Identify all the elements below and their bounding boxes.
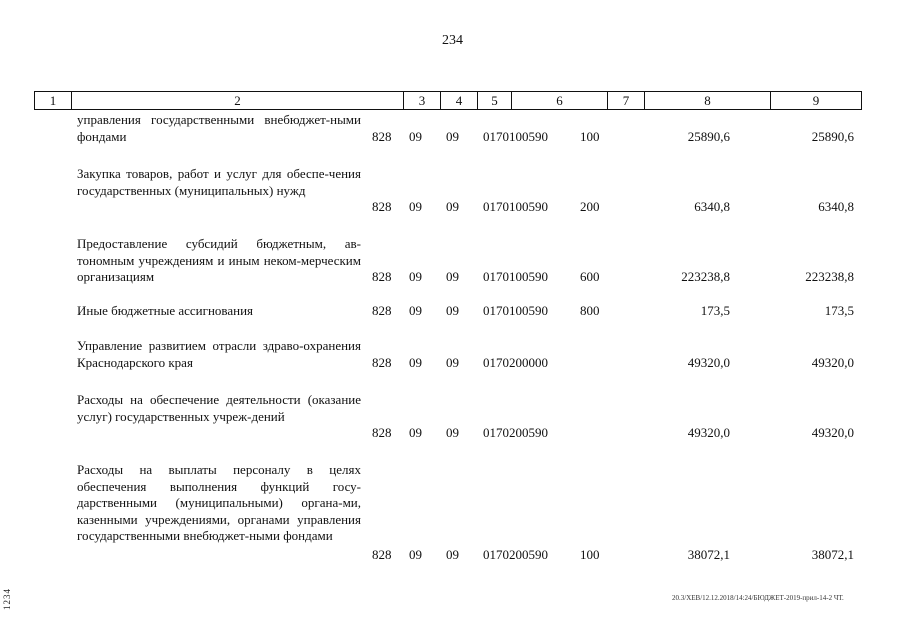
- row-col-5: 09: [446, 269, 459, 284]
- row-col-5: 09: [446, 425, 459, 440]
- header-col-1: 1: [35, 92, 72, 109]
- row-col-4: 09: [409, 129, 422, 144]
- table-header: [34, 91, 862, 110]
- side-mark: 1234: [2, 588, 12, 610]
- row-col-7: 800: [580, 303, 600, 318]
- row-col-5: 09: [446, 547, 459, 562]
- row-col-4: 09: [409, 425, 422, 440]
- row-description: Расходы на выплаты персоналу в целях обеспечения выполнения функций госу-дарственными (муниципальными) органа-ми, казенными учреждениями, органами управления государственными внебюджет-ными фондами: [77, 462, 361, 543]
- row-description: Расходы на обеспечение деятельности (оказание услуг) государственных учреж-дений: [77, 392, 361, 424]
- row-col-7: 200: [580, 199, 600, 214]
- row-col-9: 25890,6: [811, 129, 854, 144]
- row-col-6: 0170100590: [483, 269, 548, 284]
- row-col-6: 0170200590: [483, 547, 548, 562]
- row-col-4: 09: [409, 303, 422, 318]
- row-col-4: 09: [409, 269, 422, 284]
- header-col-3: 3: [404, 92, 441, 109]
- row-col-9: 223238,8: [805, 269, 854, 284]
- row-col-3: 828: [372, 129, 392, 144]
- row-col-3: 828: [372, 425, 392, 440]
- row-col-9: 49320,0: [811, 355, 854, 370]
- row-col-8: 49320,0: [687, 425, 730, 440]
- row-col-8: 223238,8: [681, 269, 730, 284]
- header-col-4: 4: [441, 92, 478, 109]
- row-description: управления государственными внебюджет-ными фондами: [77, 112, 361, 144]
- row-col-5: 09: [446, 129, 459, 144]
- row-col-9: 173,5: [824, 303, 854, 318]
- row-description: Закупка товаров, работ и услуг для обеспе-чения государственных (муниципальных) нужд: [77, 166, 361, 198]
- row-col-3: 828: [372, 355, 392, 370]
- footer-note: 20.3/XEB/12.12.2018/14:24/БЮДЖЕТ-2019-прил-14-2 ЧТ.: [672, 594, 844, 602]
- row-description: Иные бюджетные ассигнования: [77, 303, 254, 318]
- row-col-8: 49320,0: [687, 355, 730, 370]
- header-col-5: 5: [478, 92, 512, 109]
- row-col-6: 0170100590: [483, 303, 548, 318]
- row-col-3: 828: [372, 547, 392, 562]
- row-description: Предоставление субсидий бюджетным, ав-тономным учреждениям и иным неком-мерческим организациям: [77, 236, 361, 284]
- row-description: Управление развитием отрасли здраво-охранения Краснодарского края: [77, 338, 361, 370]
- row-col-9: 49320,0: [811, 425, 854, 440]
- row-col-3: 828: [372, 269, 392, 284]
- row-col-6: 0170100590: [483, 199, 548, 214]
- header-col-2: 2: [72, 92, 404, 109]
- header-col-6: 6: [512, 92, 608, 109]
- row-col-8: 173,5: [700, 303, 730, 318]
- row-col-6: 0170200590: [483, 425, 548, 440]
- row-col-9: 6340,8: [818, 199, 854, 214]
- row-col-3: 828: [372, 199, 392, 214]
- header-col-7: 7: [608, 92, 645, 109]
- row-col-4: 09: [409, 199, 422, 214]
- row-col-5: 09: [446, 303, 459, 318]
- row-col-6: 0170100590: [483, 129, 548, 144]
- row-col-6: 0170200000: [483, 355, 548, 370]
- row-col-8: 38072,1: [687, 547, 730, 562]
- row-col-3: 828: [372, 303, 392, 318]
- header-col-9: 9: [812, 93, 820, 108]
- row-col-7: 100: [580, 547, 600, 562]
- row-col-9: 38072,1: [811, 547, 854, 562]
- row-col-8: 6340,8: [694, 199, 730, 214]
- row-col-4: 09: [409, 355, 422, 370]
- row-col-7: 100: [580, 129, 600, 144]
- row-col-5: 09: [446, 199, 459, 214]
- row-col-5: 09: [446, 355, 459, 370]
- row-col-8: 25890,6: [687, 129, 730, 144]
- row-col-7: 600: [580, 269, 600, 284]
- page-number: 234: [442, 33, 463, 48]
- header-col-8: 8: [645, 92, 771, 109]
- row-col-4: 09: [409, 547, 422, 562]
